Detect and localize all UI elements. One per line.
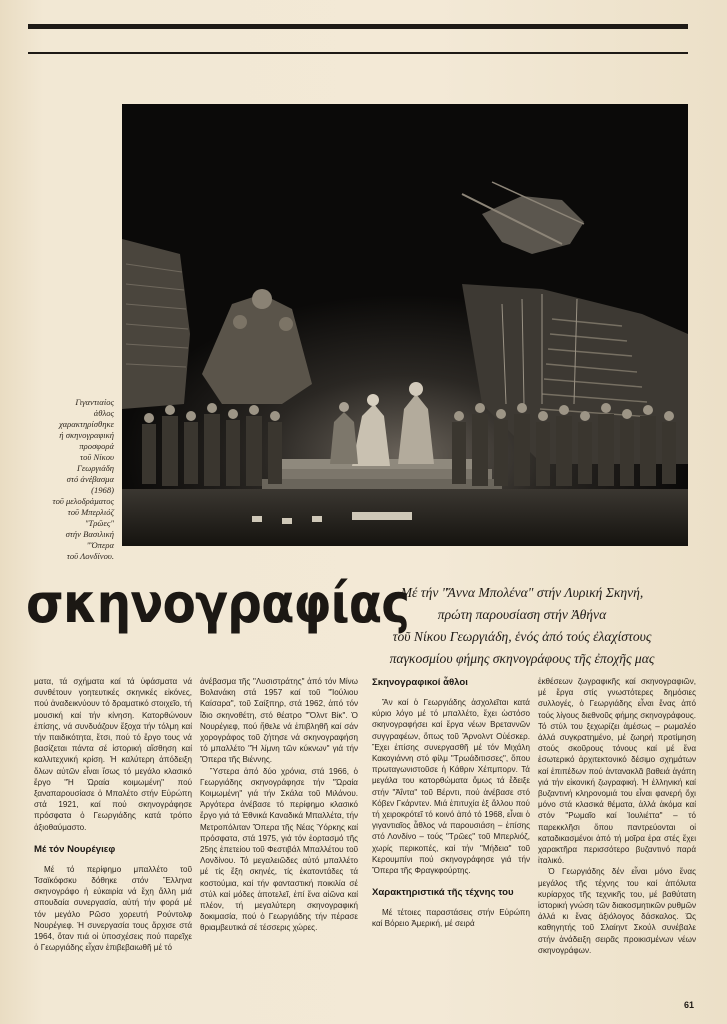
deck-line: Μέ τήν "Ἄννα Μπολένα" στήν Λυρική Σκηνή, [400, 585, 644, 600]
caption-line: στό ἀνέβασμα [66, 474, 114, 484]
page-number: 61 [684, 1000, 695, 1010]
subheading: Χαρακτηριστικά τῆς τέχνης του [372, 887, 514, 899]
deck-line: πρώτη παρουσίαση στήν Ἀθήνα [437, 607, 607, 622]
caption-line: ή σκηνογραφική [59, 430, 114, 440]
paragraph: Ὁ Γεωργιάδης δέν εἶναι μόνο ἕνας μεγάλος τῆς τέχνης του καί ἀπόλυτα κυρίαρχος τῆς τεχνικῆς του, μέ βαθύτατη ἱστορική γνώση τῶν διακοσμητικῶν ρυθμῶν ἀλλά κι ἕνας ἀξιόλογος δάσκαλος. Ὡς καθηγητής τοῦ Σλαίηντ Σκούλ συνέβαλε στήν ἀνάδειξη σειρᾶς προικισμένων νέων σκηνογράφων. [538, 867, 696, 955]
deck-line: παγκοσμίου φήμης σκηνογράφους τῆς ἐποχῆς μας [389, 651, 655, 666]
caption-line: άθλος [93, 408, 114, 418]
caption-line: Γιγαντιαίος [75, 397, 114, 407]
subheading: Σκηνογραφικοί ἆθλοι [372, 677, 468, 688]
text-column-2 [200, 676, 358, 934]
paragraph: Ὕστερα ἀπό δύο χρόνια, στά 1966, ὁ Γεωργιάδης σκηνογράφησε τήν "Ὡραία Κοιμωμένη" γιά τήν Σκάλα τοῦ Μιλάνου. Ἀργότερα ἀνέβασε τό περίφημο κλασικό ἔργο γιά τά Ἐθνικά Καναδικά Μπαλλέτα, τήν Μετροπόλιταν Ὄπερα τῆς Νέας Ὑόρκης καί πρόσφατα, στά 1975, γιά τόν ἑορτασμό τῆς 25ης ἐπετείου τοῦ Φεστιβάλ Μπαλλέτου τοῦ Λονδίνου. Τό μεγαλειῶδες αὐτό μπαλλέτο μέ τίς ἕξη σκηνές, τίς ἑκατοντάδες τά κοστούμια, καί τήν φανταστική ποικιλία σέ στύλ καί μόδες ἀποτελεῖ, ἐπί ἕνα αἰῶνα καί πλέον, τή μεγαλύτερη σκηνογραφική δοκιμασία, πού ὁ Γεωργιάδης τήν πέρασε θριαμβευτικά σέ τέσσερις χώρες. [200, 766, 358, 933]
caption-line: τοῦ Νίκου [80, 452, 114, 462]
caption-line: "Ὄπερα [86, 540, 114, 550]
deck-line: τοῦ Νίκου Γεωργιάδη, ἑνός ἀπό τούς ἐλαχίστους [392, 629, 652, 644]
paragraph: Μέ τέτοιες παραστάσεις στήν Εὐρώπη καί Βόρειο Ἀμερική, μέ σειρά [372, 908, 530, 929]
caption-line: τοῦ Μπερλιόζ [67, 507, 114, 517]
photo-caption [40, 397, 114, 562]
caption-line: χαρακτηρίσθηκε [59, 419, 114, 429]
caption-line: προσφορά [79, 441, 114, 451]
stage-photo [122, 104, 688, 546]
paragraph: Ἄν καί ὁ Γεωργιάδης ἀσχολεῖται κατά κύριο λόγο μέ τό μπαλλέτο, ἔχει ὡστόσο σκηνογραφήσει καί ἔργα νέων Βρεταννῶν συγγραφέων, ὅπως τοῦ Ἄρνολντ Οὐέσκερ. Ἔχει ἐπίσης συνεργασθῆ μέ τόν Μιχάλη Κακογιάννη στό φίλμ "Τρωάδιτισσες", ὅπου πρωταγωνιστοῦσε ἡ Κάθριν Χέπμπορν. Τά μεγάλα του κατορθώματα ὅμως τά ἔδειξε στήν "Ἀΐντα" τοῦ Βέρντι, πού ἀνέβασε στό Κόβεν Γκάρντεν. Μιά ἐπιτυχία ἐξ ἄλλου πού τή χειροκρότεῖ τό κοινό ἀπό τό 1968, εἶναι ὁ γιγαντιαῖος ἆθλος νά παρουσιάση – ἐπίσης στό Λονδίνο – τούς "Τρῶες" τοῦ Μπερλιόζ, χωρίς περικοπές, καί τήν "Μήδεια" τοῦ Κερουμπίνι πού σκηνογράφησε γιά τήν Ὄπερα τῆς Φραγκφούρτης. [372, 698, 530, 876]
paragraph: ἀνέβασμα τῆς "Λυσιστράτης" ἀπό τόν Μίνω Βολανάκη στά 1957 καί τοῦ "Ἰούλιου Καίσαρα", τοῦ Σαίξπηρ, στά 1962, ἀπό τόν ἴδιο σκηνοθέτη, στό θέατρο "Ὄλντ Βίκ". Ὁ Νουρέγιεφ, πού ἤθελε νά ἐπιβληθῆ καί σάν χορογράφος τοῦ ζήτησε νά σκηνογραφήση τό μπαλλέτο "Ἡ λίμνη τῶν κύκνων" γιά τήν Ὄπερα τῆς Βιέννης. [200, 677, 358, 765]
subheading: Μέ τόν Νουρέγιεφ [34, 843, 116, 855]
paragraph: ματα, τά σχήματα καί τά ὑφάσματα νά συνθέτουν γοητευτικές σκηνικές εἰκόνες, πού ἀναδεικνύουν τό δραματικό στοιχεῖο, τή μουσική καί τήν κίνηση. Κατορθώνουν ἐπίσης, νά συνδυάζουν ἔξοχα τήν τόλμη καί τήν παιδικότητα, ἔτσι, πού τό ἔργο τους νά βασίζεται πάντα σέ ἱστορική αἴσθηση καί καλλιτεχνική κρίση. Ἡ καλύτερη ἀπόδειξη ὅλων αὐτῶν εἶναι ἴσως τό μεγάλο κλασικό ἔργο "Ἡ Ὡραία κοιμωμένη" πού ξαναπαρουσίασε ὁ Μπαλέτο στήν Εὐρώπη στά 1921, καί πού σκηνογράφησε πρόσφατα ὁ Γεωργιάδης κατά τρόπο ἀξιοθαύμαστο. [34, 677, 192, 832]
caption-line: τοῦ Λονδίνου. [66, 551, 114, 561]
header-rule-thin [28, 52, 688, 54]
caption-line: τοῦ μελοδράματος [52, 496, 114, 506]
text-column-4 [538, 676, 696, 956]
caption-line: στήν Βασιλική [65, 529, 114, 539]
stage-photo-illustration [122, 104, 688, 546]
paragraph: Μέ τό περίφημο μπαλλέτο τοῦ Τσαϊκόφσκυ δόθηκε στόν Ἕλληνα σκηνογράφο ἡ εὐκαιρία νά ἔχη ἄλλη μιά σπουδαία συνεργασία, αὐτή τήν φορά μέ τόν μεγάλο Ρῶσο χορευτή Ρούντολφ Νουρέγιεφ. Ἡ συνεργασία τους ἄρχισε στά 1964, ὅταν πιά οἱ ὑποσχέσεις πού παρεῖχε ὁ Γεωργιάδης εἶχαν ἐπιβεβαιωθῆ μέ τό [34, 864, 192, 953]
caption-line: (1968) [91, 485, 114, 495]
article-headline: σκηνογραφίας [26, 572, 410, 635]
text-column-1 [34, 676, 192, 953]
caption-line: Γεωργιάδη [76, 463, 114, 473]
paragraph: ἐκθέσεων ζωγραφικῆς καί σκηνογραφιῶν, μέ ἔργα στίς γνωστότερες δημόσιες συλλογές, ὁ Γεωργιάδης εἶναι ἕνας ἀπό τούς λίγους διεθνοῦς φήμης σκηνογράφους. Τό στύλ του ξεχωρίζει ἀμέσως – ρωμαλέο ἀλλά συγκρατημένο, μέ ζωηρή προτίμηση στούς σκοῦρους τόνους καί μέ ἕνα ἐσωτερικό ἀρχιτεκτονικό δέσιμο σχημάτων καί ἐπιπέδων πού ἀντανακλᾶ βαθειά ἀγάπη γιά τήν εἰκονική ζωγραφική. Ἡ ἑλληνική καί βυζαντινή κληρονομιά του εἶναι φανερή ὄχι μόνο στά κλασικά θέματα, ἀλλά ἀκόμα καί στόν "Ρωμαῖο καί Ἰουλιέττα" – τό παρεκκλῆσι ὅπου παντρεύονται οἱ καταδικασμένοι ἀπό τή μοῖρα ἐρα στές ἔχει χαρακτῆρα περισσότερο βυζαντινό παρά ἰταλικό. [538, 677, 696, 866]
article-deck [372, 582, 672, 670]
header-rule-thick [28, 24, 688, 29]
text-column-3 [372, 676, 530, 930]
caption-line: "Τρῶες" [84, 518, 114, 528]
